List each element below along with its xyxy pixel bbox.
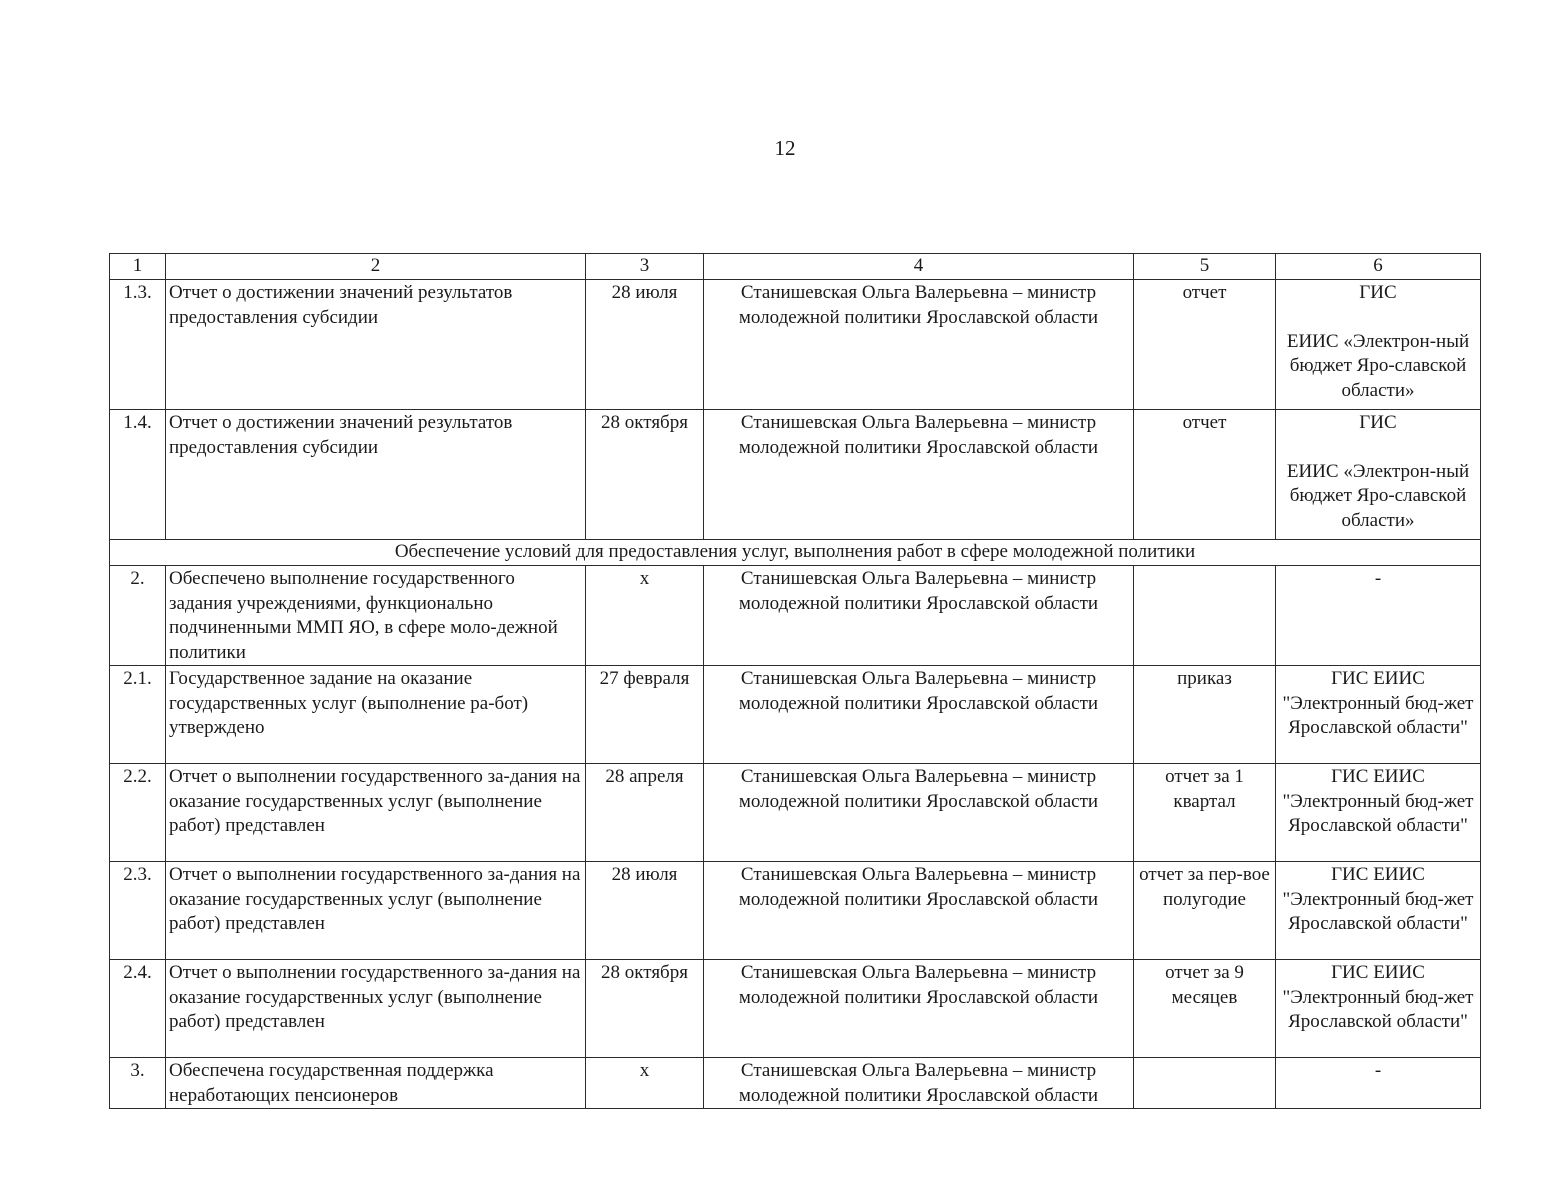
row-name: Отчет о выполнении государственного за-дания на оказание государственных услуг (выполнение работ) представлен [166, 960, 586, 1058]
row-responsible: Станишевская Ольга Валерьевна – министр молодежной политики Ярославской области [704, 764, 1134, 862]
row-name: Отчет о выполнении государственного за-дания на оказание государственных услуг (выполнение работ) представлен [166, 862, 586, 960]
header-cell: 4 [704, 254, 1134, 280]
row-document: отчет [1134, 280, 1276, 410]
row-system: ГИС ЕИИС "Электронный бюд-жет Ярославской области" [1276, 666, 1481, 764]
row-document: отчет [1134, 410, 1276, 540]
row-document [1134, 566, 1276, 666]
row-system: - [1276, 566, 1481, 666]
row-name: Государственное задание на оказание государственных услуг (выполнение ра-бот) утверждено [166, 666, 586, 764]
header-cell: 3 [586, 254, 704, 280]
header-cell: 1 [110, 254, 166, 280]
row-responsible: Станишевская Ольга Валерьевна – министр молодежной политики Ярославской области [704, 410, 1134, 540]
table-row [110, 862, 1481, 960]
row-system: ГИС ЕИИС "Электронный бюд-жет Ярославской области" [1276, 764, 1481, 862]
row-date: 28 июля [586, 862, 704, 960]
row-number: 2.1. [110, 666, 166, 764]
row-document: отчет за 9 месяцев [1134, 960, 1276, 1058]
row-date: 28 октября [586, 960, 704, 1058]
row-system: ГИС ЕИИС "Электронный бюд-жет Ярославской области" [1276, 960, 1481, 1058]
row-responsible: Станишевская Ольга Валерьевна – министр молодежной политики Ярославской области [704, 1058, 1134, 1109]
table-row [110, 410, 1481, 540]
row-system-cell [1276, 410, 1481, 540]
row-system: ЕИИС «Электрон-ный бюджет Яро-славской области» [1286, 330, 1470, 401]
row-document [1134, 1058, 1276, 1109]
row-number: 2.3. [110, 862, 166, 960]
row-responsible: Станишевская Ольга Валерьевна – министр молодежной политики Ярославской области [704, 280, 1134, 410]
row-number: 3. [110, 1058, 166, 1109]
row-document: отчет за 1 квартал [1134, 764, 1276, 862]
plan-table [109, 253, 1481, 1109]
row-responsible: Станишевская Ольга Валерьевна – министр молодежной политики Ярославской области [704, 960, 1134, 1058]
table-row [110, 566, 1481, 666]
row-date: х [586, 1058, 704, 1109]
row-responsible: Станишевская Ольга Валерьевна – министр молодежной политики Ярославской области [704, 566, 1134, 666]
table-row [110, 764, 1481, 862]
header-cell: 2 [166, 254, 586, 280]
row-document: отчет за пер-вое полугодие [1134, 862, 1276, 960]
row-number: 2.4. [110, 960, 166, 1058]
row-system-cell [1276, 280, 1481, 410]
section-row [110, 540, 1481, 566]
row-name: Отчет о выполнении государственного за-дания на оказание государственных услуг (выполнение работ) представлен [166, 764, 586, 862]
page-number: 12 [774, 136, 796, 160]
row-date: х [586, 566, 704, 666]
row-number: 1.4. [110, 410, 166, 540]
row-name: Отчет о достижении значений результатов предоставления субсидии [166, 410, 586, 540]
row-date: 28 октября [586, 410, 704, 540]
row-name: Отчет о достижении значений результатов предоставления субсидии [166, 280, 586, 410]
row-document: приказ [1134, 666, 1276, 764]
row-system: ГИС ЕИИС "Электронный бюд-жет Ярославской области" [1276, 862, 1481, 960]
header-cell: 5 [1134, 254, 1276, 280]
header-cell: 6 [1276, 254, 1481, 280]
section-title: Обеспечение условий для предоставления услуг, выполнения работ в сфере молодежной политики [110, 540, 1481, 566]
table-row [110, 1058, 1481, 1109]
row-system-top: ГИС [1359, 412, 1397, 433]
row-system-top: ГИС [1359, 282, 1397, 303]
row-responsible: Станишевская Ольга Валерьевна – министр молодежной политики Ярославской области [704, 862, 1134, 960]
row-name: Обеспечена государственная поддержка неработающих пенсионеров [166, 1058, 586, 1109]
row-date: 28 июля [586, 280, 704, 410]
row-date: 27 февраля [586, 666, 704, 764]
row-date: 28 апреля [586, 764, 704, 862]
table-header-row [110, 254, 1481, 280]
row-name: Обеспечено выполнение государственного задания учреждениями, функционально подчиненными ММП ЯО, в сфере моло-дежной политики [166, 566, 586, 666]
row-number: 1.3. [110, 280, 166, 410]
row-system: - [1276, 1058, 1481, 1109]
row-number: 2.2. [110, 764, 166, 862]
row-number: 2. [110, 566, 166, 666]
row-responsible: Станишевская Ольга Валерьевна – министр молодежной политики Ярославской области [704, 666, 1134, 764]
table-row [110, 280, 1481, 410]
row-system: ЕИИС «Электрон-ный бюджет Яро-славской области» [1286, 460, 1470, 531]
table-row [110, 666, 1481, 764]
table-row [110, 960, 1481, 1058]
